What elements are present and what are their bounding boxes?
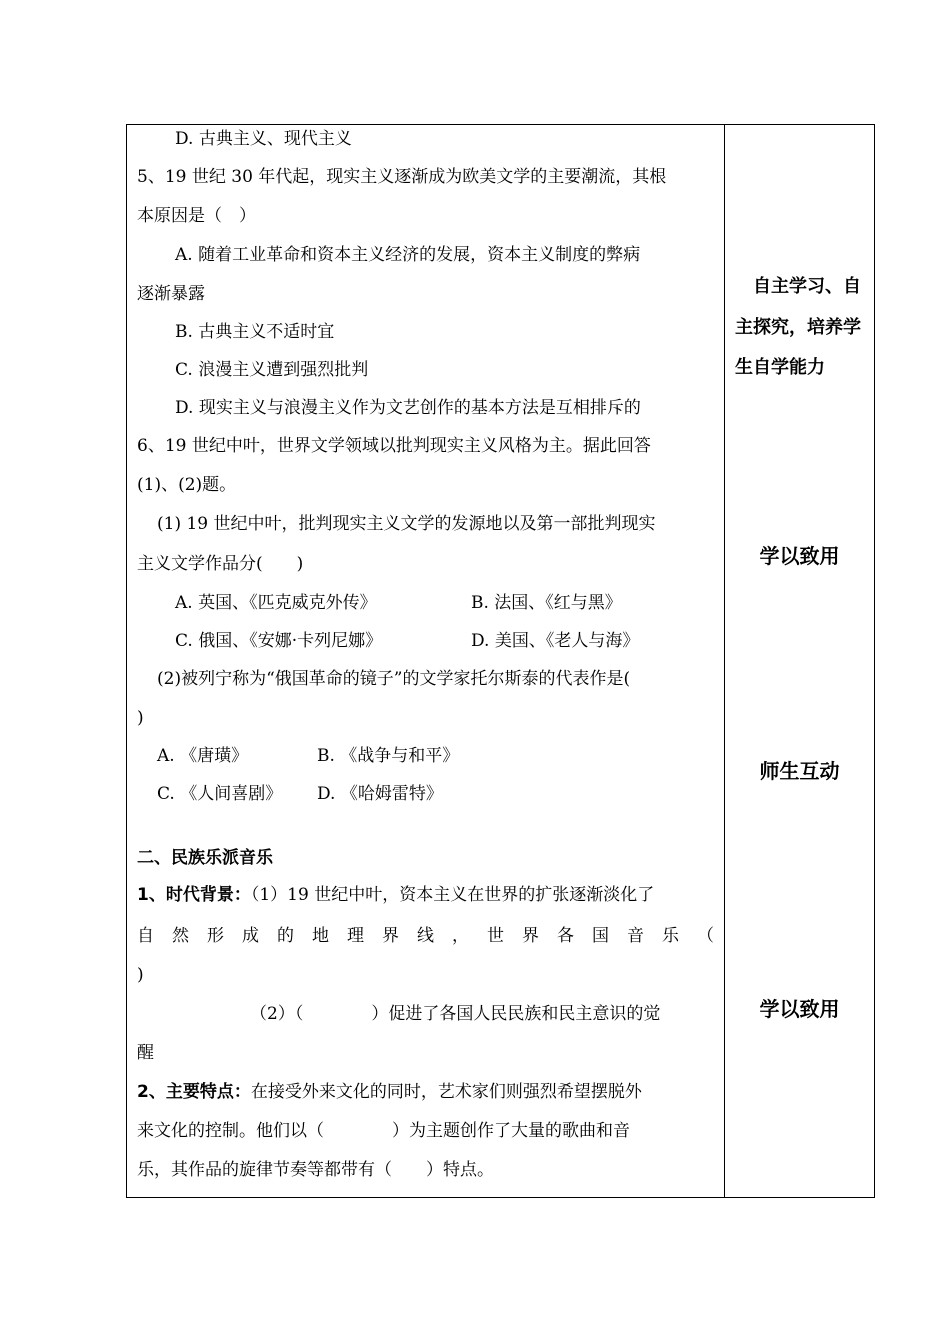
q6-2-option-b: B. 《战争与和平》 [317,746,460,766]
char: 理 [347,926,364,946]
q5-option-b: B. 古典主义不适时宜 [175,322,335,342]
q6-2-option-c: C. 《人间喜剧》 [157,784,283,804]
char: 地 [312,926,329,946]
char: 的 [277,926,294,946]
background-label: 1、时代背景： [137,885,251,905]
background-line1-text: （1）19 世纪中叶，资本主义在世界的扩张逐渐淡化了 [250,885,655,905]
char: 自 [137,926,154,946]
q6-2-stem-line2: ) [137,708,144,728]
char: 成 [242,926,259,946]
worksheet-table [126,124,875,1198]
q6-1-option-b: B. 法国、《红与黑》 [471,593,622,613]
char: 世 [487,926,504,946]
q4-option-d: D. 古典主义、现代主义 [175,129,352,149]
background-point2: （2）（ ）促进了各国人民民族和民主意识的觉 [250,1004,661,1024]
features-line3: 乐，其作品的旋律节奏等都带有（ ）特点。 [137,1160,494,1180]
char: 界 [382,926,399,946]
features-line1-text: 在接受外来文化的同时，艺术家们则强烈希望摆脱外 [250,1082,642,1102]
note-self-study-line1: 自主学习、自 [753,276,861,297]
note-interact: 师生互动 [759,759,840,783]
q6-1-stem-line2: 主义文学作品分( ) [137,554,304,574]
q5-option-d: D. 现实主义与浪漫主义作为文艺创作的基本方法是互相排斥的 [175,398,641,418]
note-apply-1: 学以致用 [759,544,840,568]
q6-2-option-d: D. 《哈姆雷特》 [317,784,443,804]
char: 界 [522,926,539,946]
char: 线 [417,926,434,946]
features-line1 [137,1082,642,1102]
char: 各 [557,926,574,946]
q6-stem-line1: 6、19 世纪中叶，世界文学领域以批判现实主义风格为主。据此回答 [137,436,651,456]
note-self-study-line3: 生自学能力 [735,357,825,378]
char: （ [697,926,714,946]
q6-1-option-a: A. 英国、《匹克威克外传》 [175,593,377,613]
char: ， [452,926,469,946]
q6-2-stem-line1: (2)被列宁称为“俄国革命的镜子”的文学家托尔斯泰的代表作是( [157,669,631,689]
background-line3: ) [137,965,144,985]
char: 国 [592,926,609,946]
char: 乐 [662,926,679,946]
note-self-study-line2: 主探究，培养学 [735,317,861,338]
note-apply-2: 学以致用 [759,997,840,1021]
features-label: 2、主要特点： [137,1082,251,1102]
q6-1-option-c: C. 俄国、《安娜·卡列尼娜》 [175,631,383,651]
char: 形 [207,926,224,946]
q5-stem-line1: 5、19 世纪 30 年代起，现实主义逐渐成为欧美文学的主要潮流，其根 [137,167,667,187]
q5-option-a-line2: 逐渐暴露 [137,284,205,304]
q5-stem-line2: 本原因是（ ） [137,206,256,226]
background-point2-cont: 醒 [137,1043,154,1063]
q5-option-c: C. 浪漫主义遭到强烈批判 [175,360,369,380]
char: 音 [627,926,644,946]
q6-2-option-a: A. 《唐璜》 [157,746,249,766]
q6-stem-line2: (1)、(2)题。 [137,475,237,495]
background-line1 [137,885,654,905]
notes-column [725,125,874,1197]
q5-option-a-line1: A. 随着工业革命和资本主义经济的发展，资本主义制度的弊病 [175,245,641,265]
char: 然 [172,926,189,946]
section-heading: 二、民族乐派音乐 [137,848,273,868]
features-line2: 来文化的控制。他们以（ ）为主题创作了大量的歌曲和音 [137,1121,630,1141]
q6-1-option-d: D. 美国、《老人与海》 [471,631,640,651]
q6-1-stem-line1: (1) 19 世纪中叶，批判现实主义文学的发源地以及第一部批判现实 [157,514,656,534]
background-line2 [137,926,714,946]
